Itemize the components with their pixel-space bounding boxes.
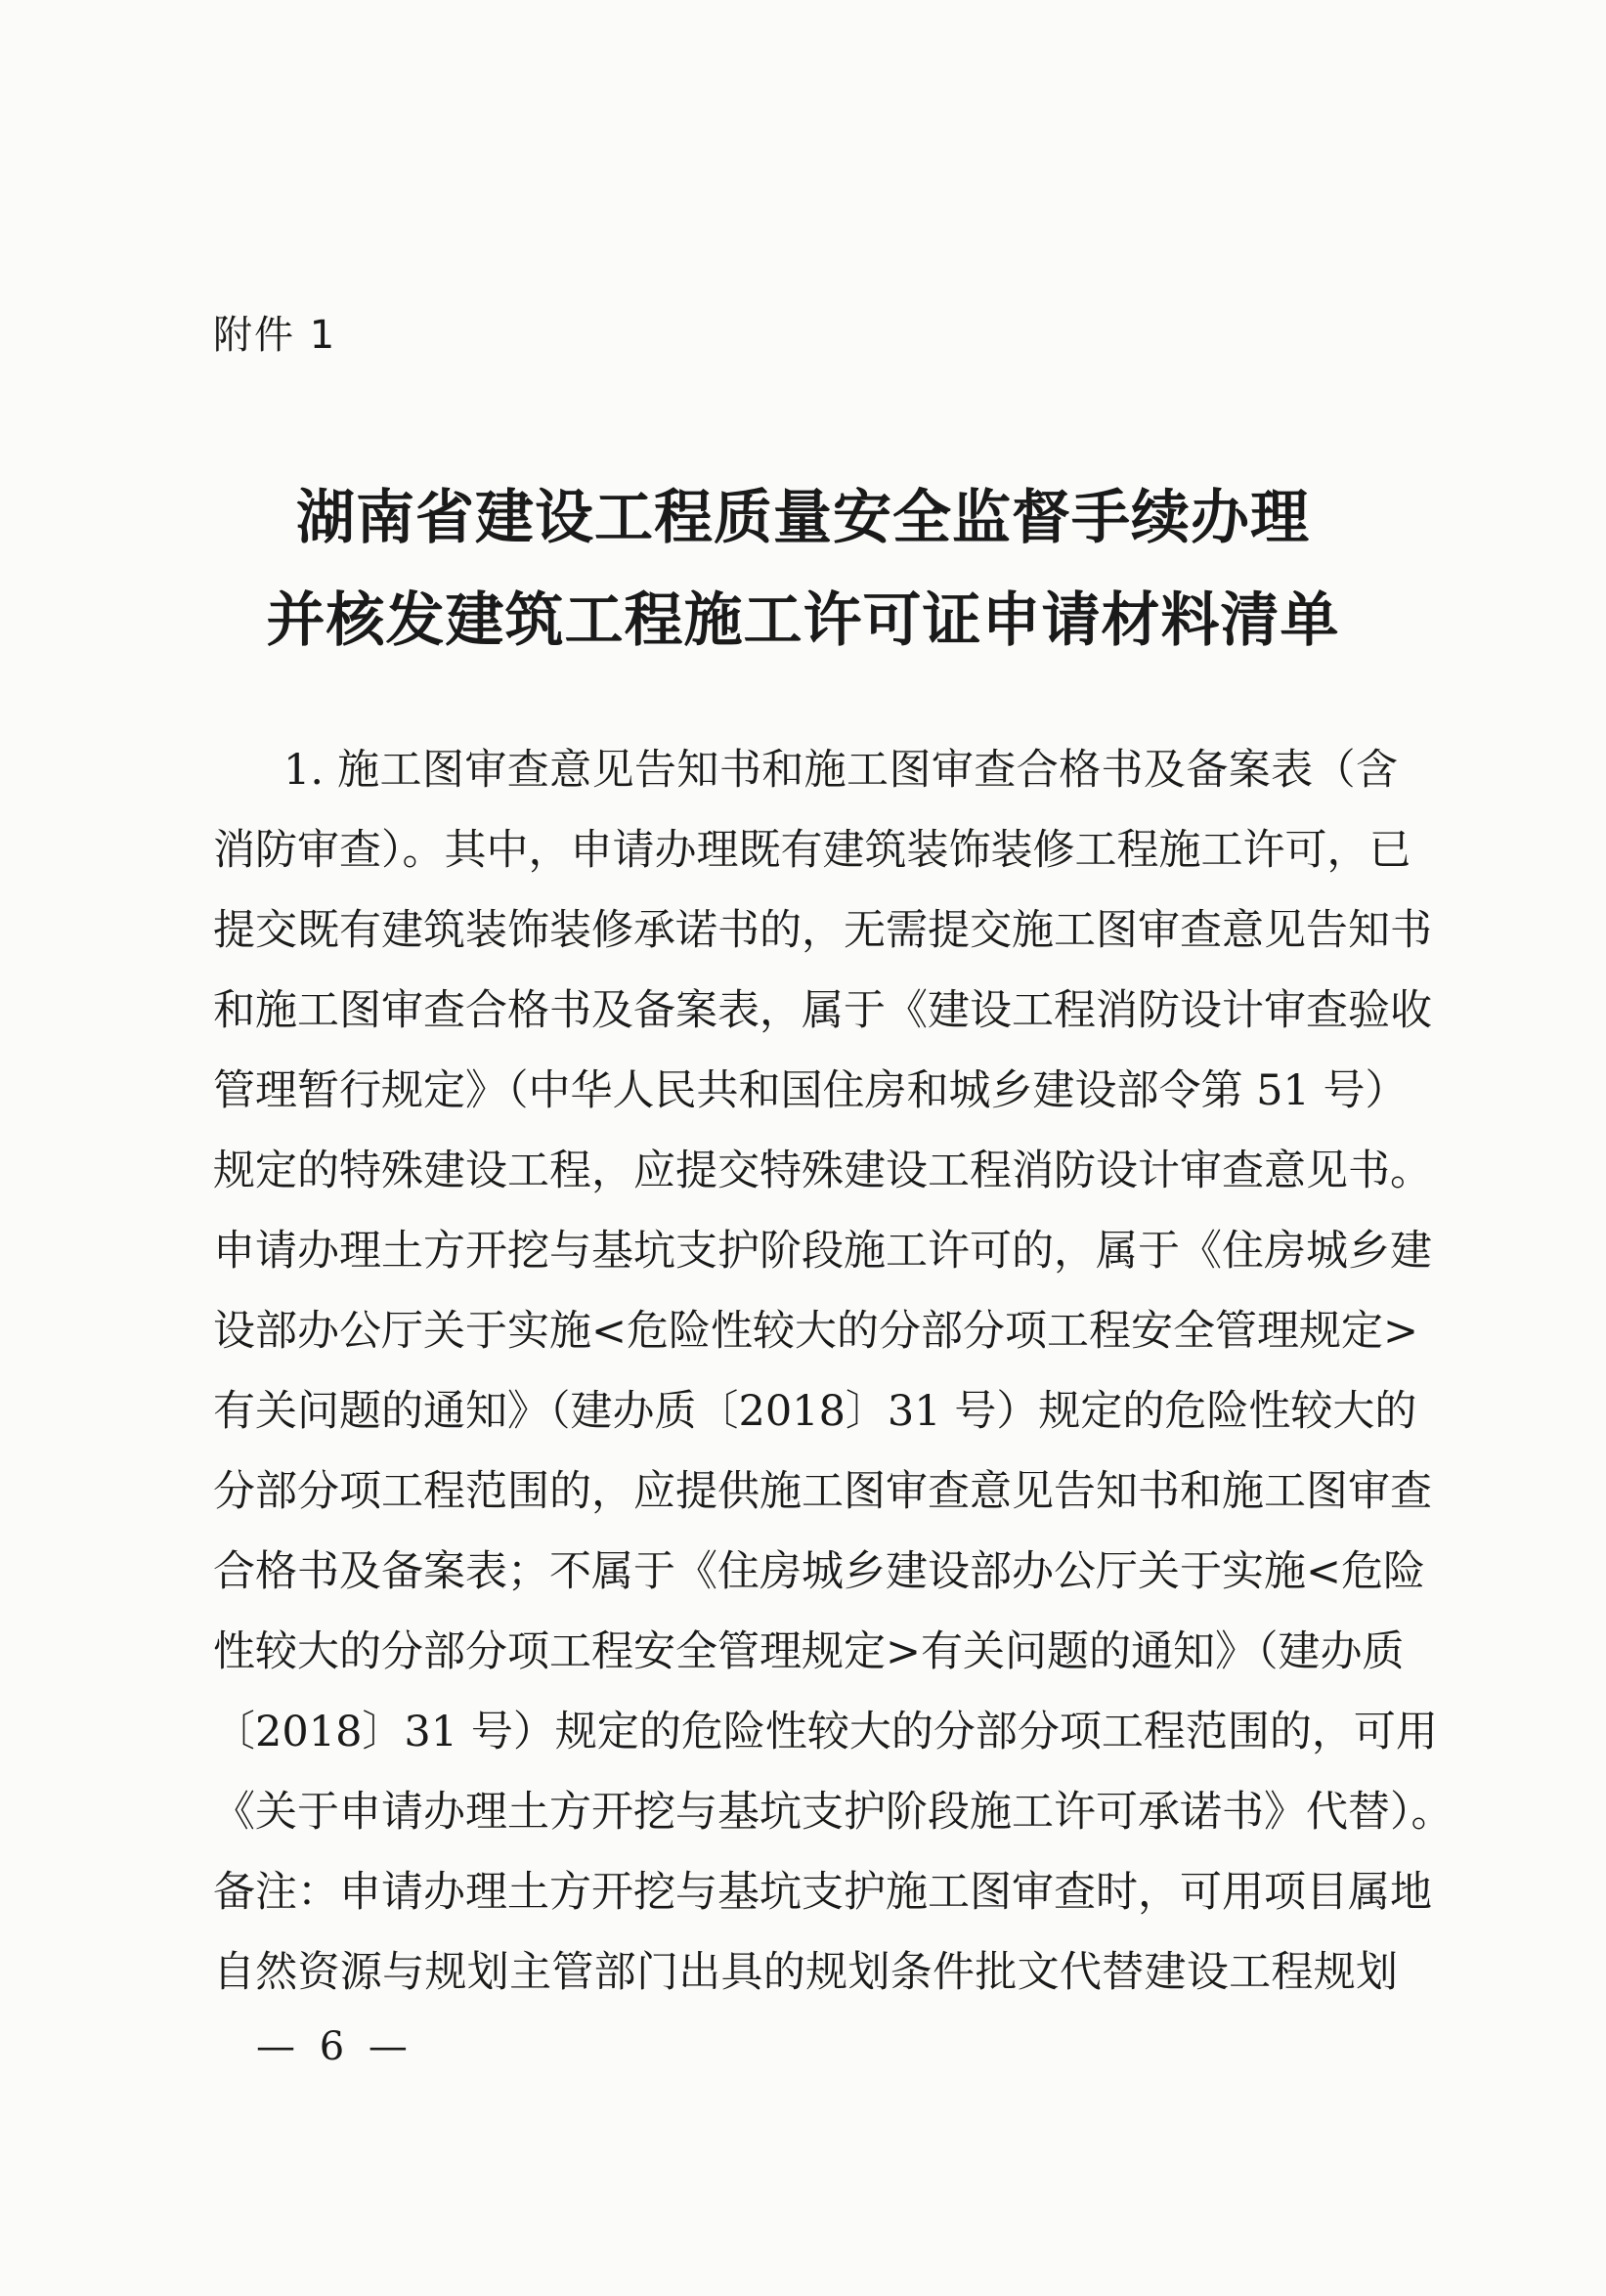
body-line: 合格书及备案表；不属于《住房城乡建设部办公厅关于实施<危险 <box>213 1547 1426 1596</box>
body-line: 〔2018〕31 号）规定的危险性较大的分部分项工程范围的，可用 <box>213 1708 1438 1756</box>
body-line: 和施工图审查合格书及备案表，属于《建设工程消防设计审查验收 <box>213 986 1432 1035</box>
attachment-label: 附件 1 <box>213 313 337 358</box>
body-line: 性较大的分部分项工程安全管理规定>有关问题的通知》（建办质 <box>213 1627 1405 1676</box>
body-line: 分部分项工程范围的，应提供施工图审查意见告知书和施工图审查 <box>213 1467 1432 1516</box>
body-line: 《关于申请办理土方开挖与基坑支护阶段施工许可承诺书》代替）。 <box>213 1788 1454 1837</box>
document-title-line-1: 湖南省建设工程质量安全监督手续办理 <box>296 484 1310 552</box>
body-line: 消防审查）。其中，申请办理既有建筑装饰装修工程施工许可，已 <box>213 826 1411 875</box>
document-title-line-2: 并核发建筑工程施工许可证申请材料清单 <box>266 586 1340 655</box>
body-line: 提交既有建筑装饰装修承诺书的，无需提交施工图审查意见告知书 <box>213 906 1432 955</box>
body-line: 1. 施工图审查意见告知书和施工图审查合格书及备案表（含 <box>283 746 1398 795</box>
body-line: 管理暂行规定》（中华人民共和国住房和城乡建设部令第 51 号） <box>213 1066 1408 1115</box>
body-line: 有关问题的通知》（建办质〔2018〕31 号）规定的危险性较大的 <box>213 1387 1417 1436</box>
body-line: 申请办理土方开挖与基坑支护阶段施工许可的，属于《住房城乡建 <box>213 1227 1432 1276</box>
body-line: 备注：申请办理土方开挖与基坑支护施工图审查时，可用项目属地 <box>213 1868 1432 1917</box>
body-line: 规定的特殊建设工程，应提交特殊建设工程消防设计审查意见书。 <box>213 1147 1432 1195</box>
body-line: 设部办公厅关于实施<危险性较大的分部分项工程安全管理规定> <box>213 1307 1419 1356</box>
body-line: 自然资源与规划主管部门出具的规划条件批文代替建设工程规划 <box>213 1948 1398 1997</box>
page-number: — 6 — <box>256 2024 413 2069</box>
